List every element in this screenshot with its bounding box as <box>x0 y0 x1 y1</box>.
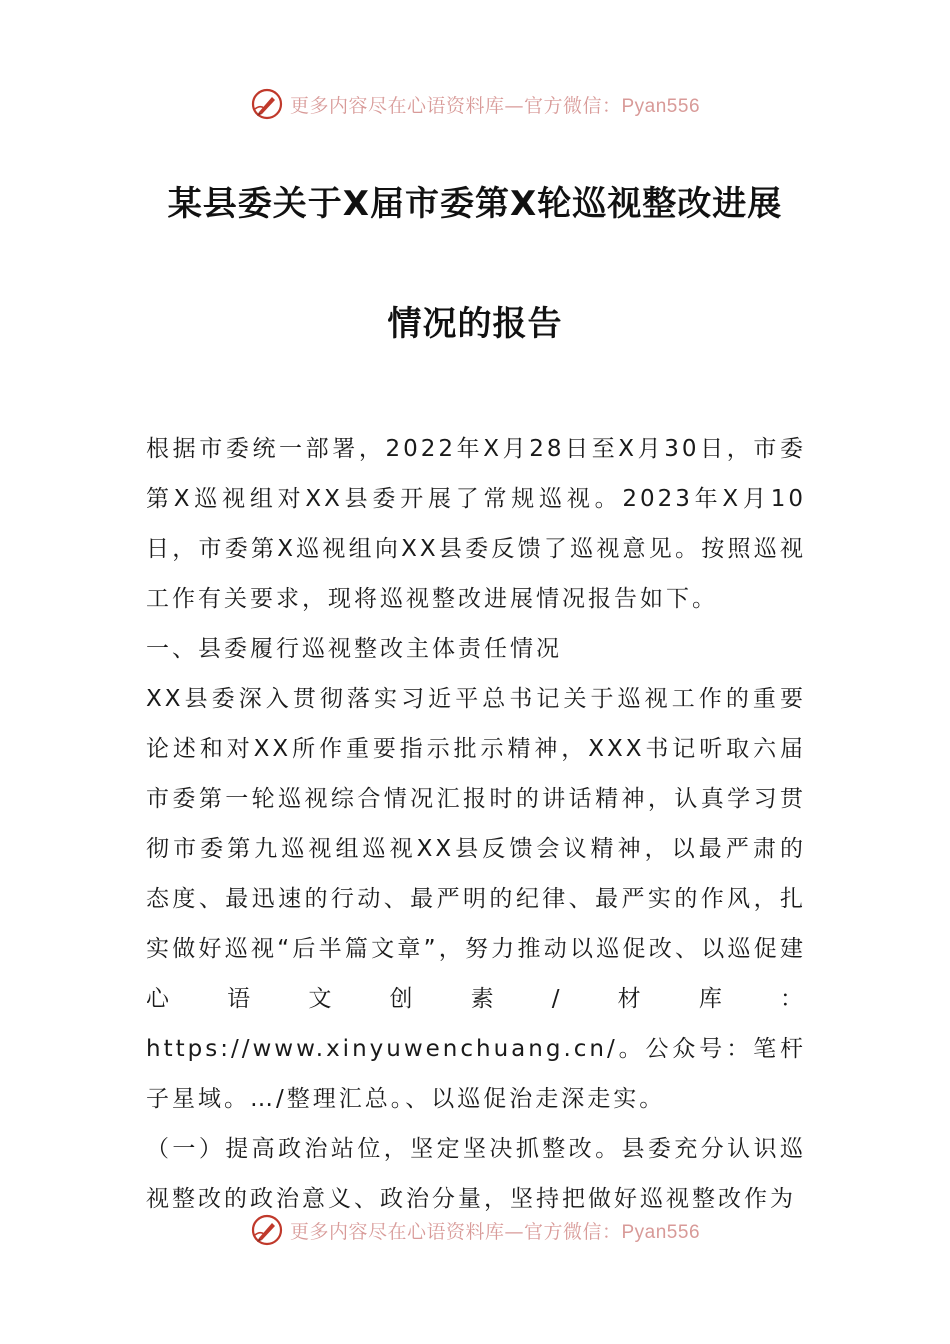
paragraph: 根据市委统一部署，2022年X月28日至X月30日，市委第X巡视组对XX县委开展了常规巡视。2023年X月10日，市委第X巡视组向XX县委反馈了巡视意见。按照巡视工作有关要求，现将巡视整改进展情况报告如下。 <box>146 436 806 612</box>
paragraph: （一）提高政治站位，坚定坚决抓整改。县委充分认识巡视整改的政治意义、政治分量，坚持把做好巡视整改作为 <box>146 1136 806 1212</box>
paragraph: XX县委深入贯彻落实习近平总书记关于巡视工作的重要论述和对XX所作重要指示批示精神，XXX书记听取六届市委第一轮巡视综合情况汇报时的讲话精神，认真学习贯彻市委第九巡视组巡视XX县反馈会议精神，以最严肃的态度、最迅速的行动、最严明的纪律、最严实的作风，扎实做好巡视“后半篇文章”，努力推动以巡促改、以巡促建心语文创素/材库：https://www.xinyuwenchuang.cn/。公众号：笔杆子星域。…/整理汇总。、以巡促治走深走实。 <box>146 686 806 1112</box>
document-title-line-1: 某县委关于X届市委第X轮巡视整改进展 <box>167 184 783 224</box>
wechat-id: Pyan556 <box>621 95 701 117</box>
header-banner <box>0 84 950 124</box>
banner-text: 更多内容尽在心语资料库—官方微信：Pyan556 <box>289 1220 701 1243</box>
wechat-id: Pyan556 <box>621 1221 701 1243</box>
banner-text: 更多内容尽在心语资料库—官方微信：Pyan556 <box>289 94 701 117</box>
footer-banner <box>0 1210 950 1250</box>
document-body <box>146 424 806 1224</box>
pen-logo-icon <box>250 1213 284 1247</box>
pen-logo-icon <box>250 87 284 121</box>
document-title-line-2: 情况的报告 <box>387 304 563 344</box>
section-heading: 一、县委履行巡视整改主体责任情况 <box>146 636 562 662</box>
